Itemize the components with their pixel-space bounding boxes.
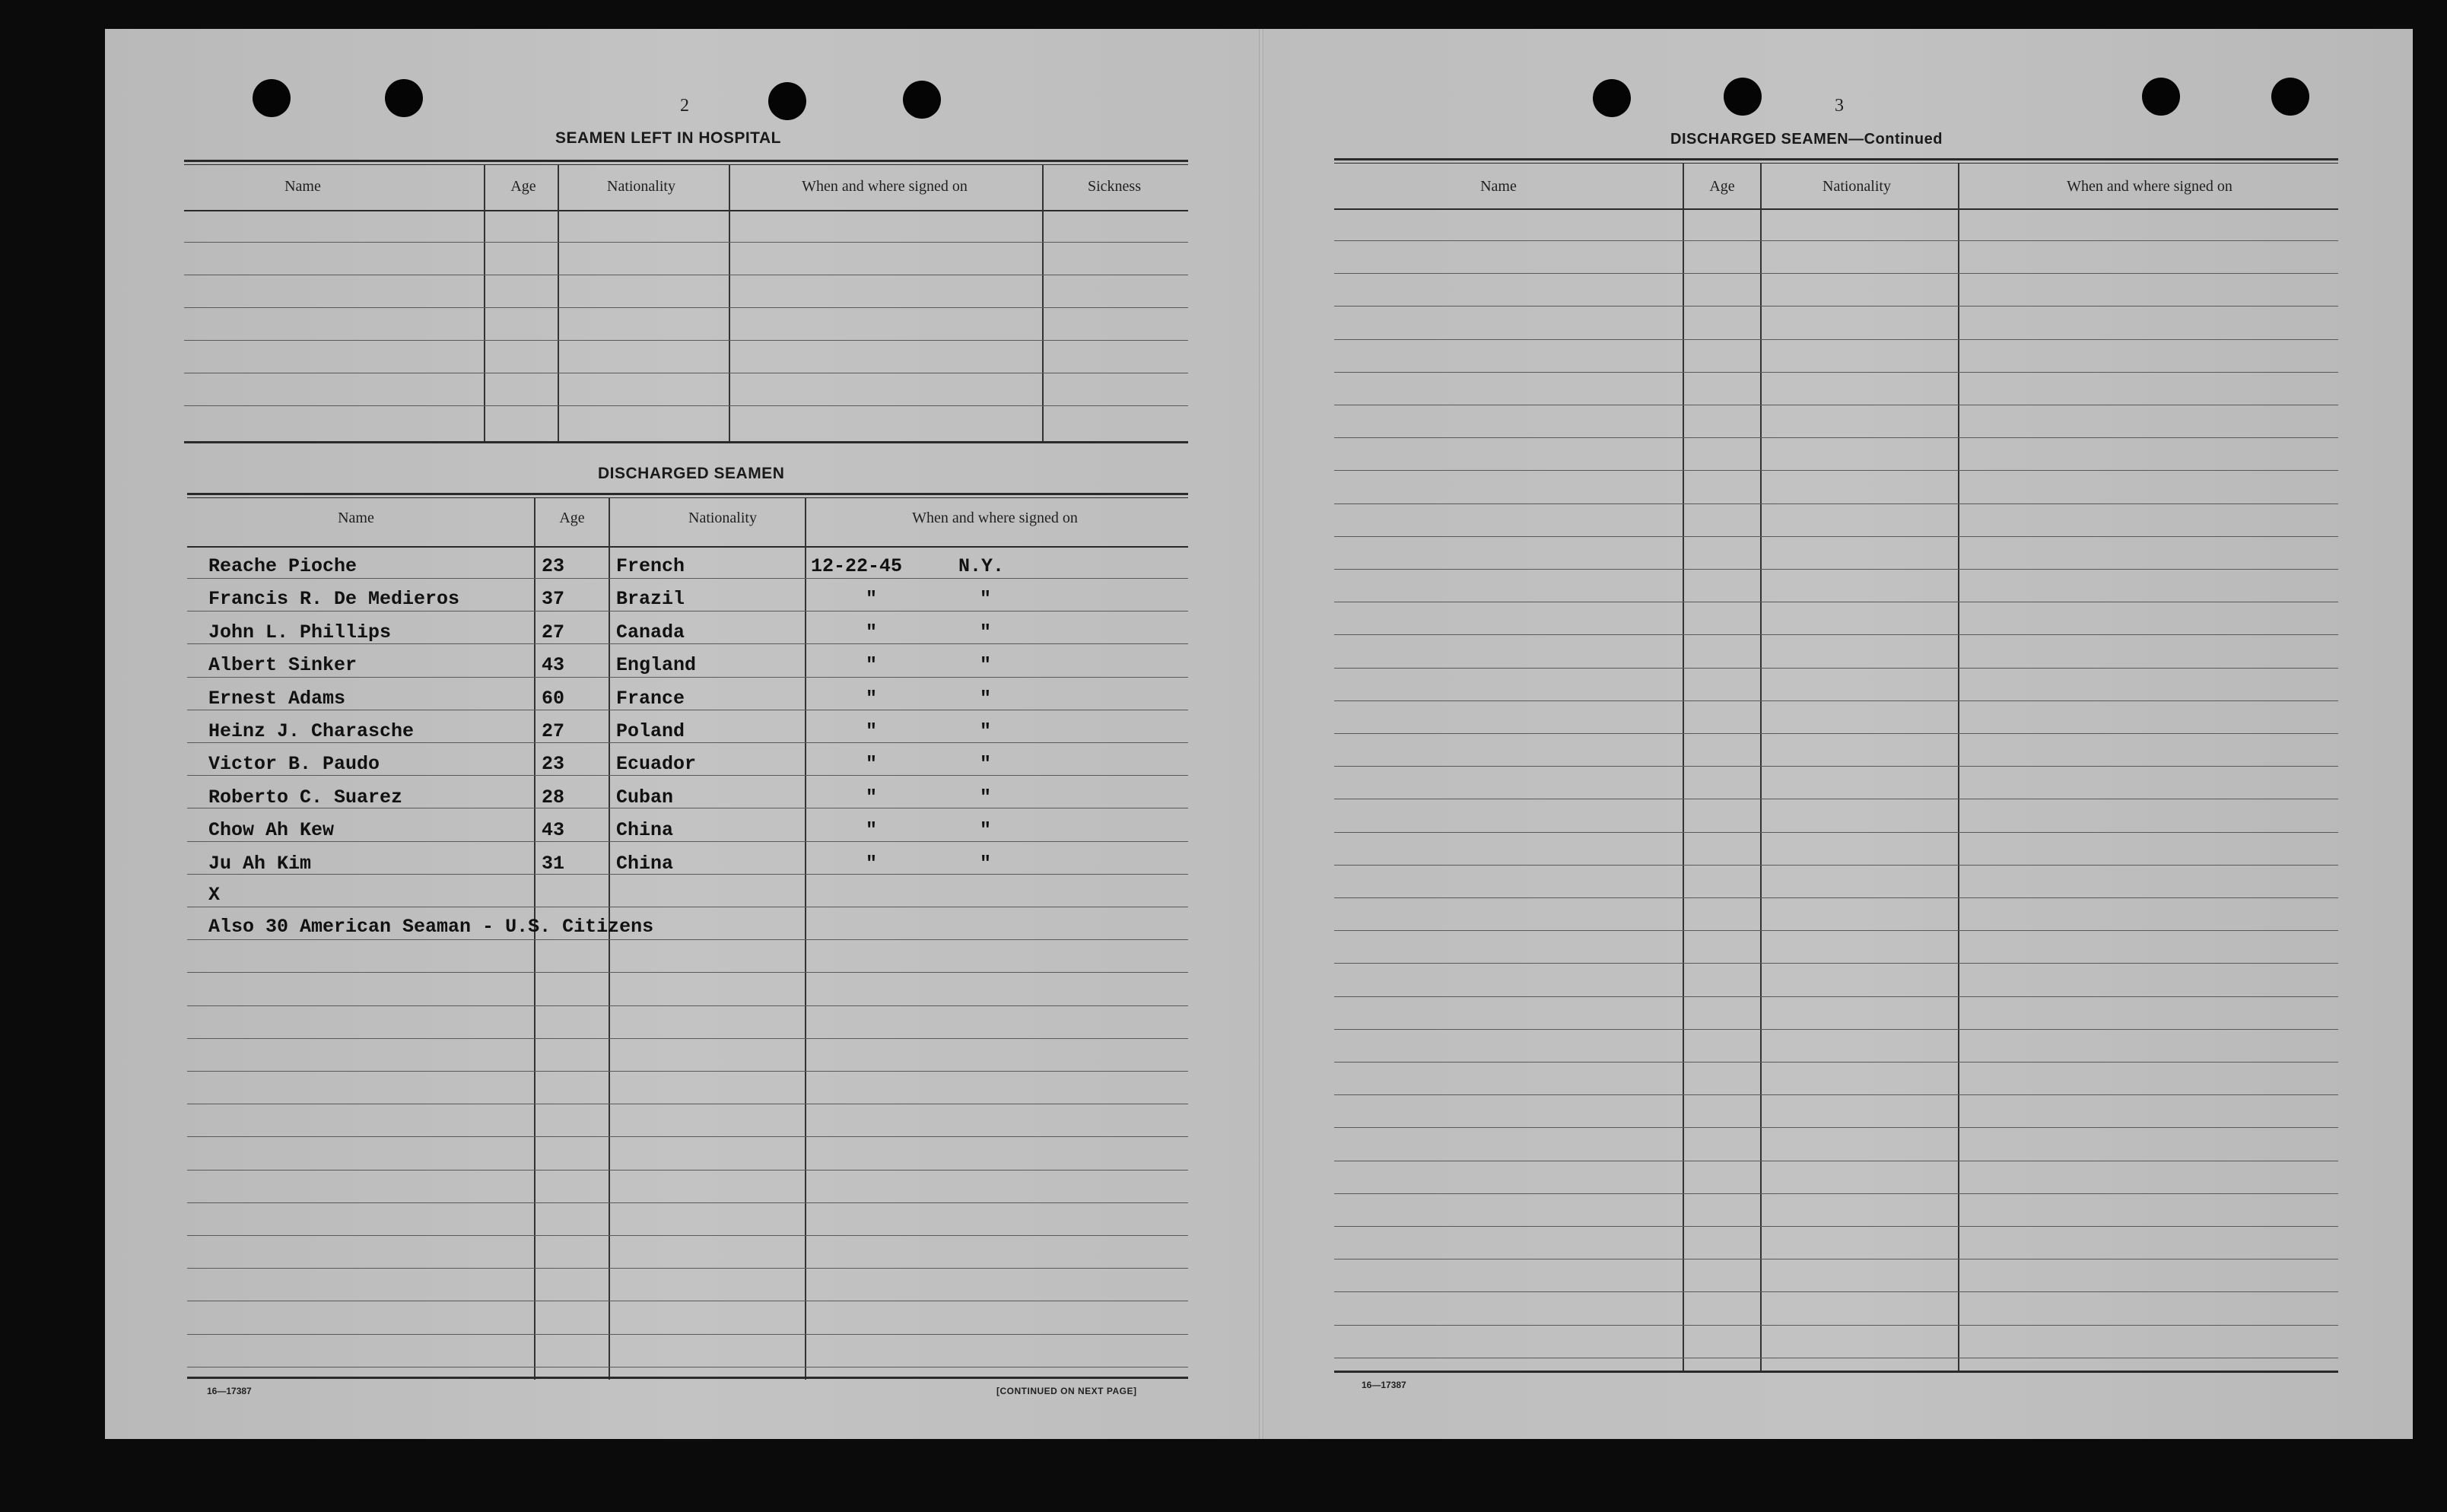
signed-on-place: " [980,786,992,808]
ruled-line [1334,897,2338,898]
ruled-line [1334,437,2338,438]
right-top-rule [1334,158,2338,160]
signed-on-place: " [980,687,992,710]
ruled-line [1334,372,2338,373]
col-header-name: Name [284,178,321,195]
seaman-nationality: China [616,852,674,875]
punch-hole [253,79,291,117]
seaman-name: Victor B. Paudo [208,753,380,776]
col-header-signed-on: When and where signed on [2067,178,2232,195]
seaman-name: Ju Ah Kim [208,852,312,875]
seaman-nationality: Ecuador [616,753,697,776]
signed-on-date: " [866,621,878,643]
form-number-right: 16—17387 [1362,1380,1406,1390]
ruled-line [1334,634,2338,635]
ruled-line [1334,273,2338,274]
ruled-line [1334,865,2338,866]
ruled-line [187,1005,1188,1006]
seaman-name: Chow Ah Kew [208,819,335,842]
signed-on-date: " [866,819,878,842]
seaman-age: 37 [542,588,565,611]
seaman-nationality: French [616,555,685,577]
signed-on-place: " [980,588,992,611]
col-header-nationality: Nationality [607,178,675,195]
ruled-line [187,578,1188,579]
seaman-age: 43 [542,654,565,677]
ruled-line [187,677,1188,678]
punch-hole [903,81,941,119]
ruled-line [1334,470,2338,471]
ruled-line [187,1202,1188,1203]
hospital-top-rule [184,160,1188,162]
ruled-line [1334,1094,2338,1095]
col-header-age: Age [1709,178,1735,195]
page-number-right: 3 [1835,96,1844,116]
ruled-line [1334,1127,2338,1128]
ruled-line [1334,1226,2338,1227]
ruled-line [187,1268,1188,1269]
seaman-age: 23 [542,753,565,776]
col-header-signed-on: When and where signed on [912,510,1078,526]
seaman-age: 43 [542,819,565,842]
ruled-line [1334,339,2338,340]
ruled-line [187,1170,1188,1171]
ruled-line [1334,700,2338,701]
ruled-line [187,1038,1188,1039]
seaman-age: 27 [542,720,565,742]
signed-on-date: 12-22-45 [811,555,903,577]
ruled-line [1334,668,2338,669]
signed-on-date: " [866,687,878,710]
col-header-name: Name [338,510,374,526]
seaman-age: 27 [542,621,565,643]
ruled-line [187,972,1188,973]
seaman-name: John L. Phillips [208,621,392,643]
signed-on-place: " [980,720,992,742]
ruled-line [1334,240,2338,241]
col-header-age: Age [510,178,536,195]
ruled-line [187,643,1188,644]
ruled-line [184,307,1188,308]
ruled-line [187,1334,1188,1335]
ruled-line [184,405,1188,406]
ruled-line [184,340,1188,341]
seaman-name: Heinz J. Charasche [208,720,415,742]
seaman-name: Reache Pioche [208,555,358,577]
seaman-age: 23 [542,555,565,577]
ruled-line [187,874,1188,875]
punch-hole [1593,79,1631,117]
ruled-line [187,742,1188,743]
ruled-line [187,939,1188,940]
hospital-bottom-rule [184,441,1188,443]
ruled-line [1334,930,2338,931]
signed-on-place: " [980,852,992,875]
signed-on-place: " [980,654,992,677]
discharged-continued-title: DISCHARGED SEAMEN—Continued [1670,131,1943,148]
ruled-line [1334,1029,2338,1030]
discharged-header-rule [187,546,1188,548]
col-header-signed-on: When and where signed on [802,178,968,195]
seaman-nationality: Poland [616,720,685,742]
continued-note: [CONTINUED ON NEXT PAGE] [996,1386,1137,1396]
page-fold [1259,29,1263,1439]
ruled-line [187,1071,1188,1072]
punch-hole [1724,78,1762,116]
ruled-line [187,1136,1188,1137]
col-header-name: Name [1480,178,1517,195]
ruled-line [1334,503,2338,504]
discharged-section-title: DISCHARGED SEAMEN [598,465,785,482]
signed-on-date: " [866,654,878,677]
ruled-line [187,841,1188,842]
signed-on-date: " [866,852,878,875]
signed-on-date: " [866,720,878,742]
punch-hole [768,82,806,120]
col-header-age: Age [559,510,585,526]
discharged-top-rule [187,493,1188,495]
hospital-section-title: SEAMEN LEFT IN HOSPITAL [555,129,781,147]
col-header-nationality: Nationality [1823,178,1891,195]
seaman-name: Roberto C. Suarez [208,786,403,808]
ruled-line [1334,1291,2338,1292]
signed-on-date: " [866,588,878,611]
ruled-line [1334,569,2338,570]
seaman-nationality: France [616,687,685,710]
seaman-age: 60 [542,687,565,710]
seaman-name: Ernest Adams [208,687,346,710]
seaman-name: Albert Sinker [208,654,358,677]
col-header-sickness: Sickness [1088,178,1141,195]
ruled-line [1334,733,2338,734]
seaman-name: Francis R. De Medieros [208,588,460,611]
seaman-age: 31 [542,852,565,875]
punch-hole [2271,78,2309,116]
ruled-line [184,242,1188,243]
signed-on-date: " [866,753,878,776]
punch-hole [2142,78,2180,116]
right-header-rule [1334,208,2338,210]
col-header-nationality: Nationality [688,510,757,526]
form-number-left: 16—17387 [207,1386,252,1396]
signed-on-place: " [980,819,992,842]
seaman-age: 28 [542,786,565,808]
ruled-line [1334,996,2338,997]
discharged-bottom-rule [187,1377,1188,1379]
ruled-line [1334,536,2338,537]
page-number-left: 2 [680,96,689,116]
seaman-nationality: Cuban [616,786,674,808]
ruled-line [1334,1193,2338,1194]
ruled-line [1334,832,2338,833]
ruled-line [1334,1325,2338,1326]
ruled-line [1334,1062,2338,1063]
signed-on-place: N.Y. [958,555,1005,577]
signed-on-place: " [980,621,992,643]
seaman-nationality: Canada [616,621,685,643]
ruled-line [187,1235,1188,1236]
signed-on-place: " [980,753,992,776]
right-bottom-rule [1334,1371,2338,1373]
discharged-note: Also 30 American Seaman - U.S. Citizens [208,916,654,938]
seaman-nationality: Brazil [616,588,685,611]
seaman-nationality: England [616,654,697,677]
seaman-nationality: China [616,819,674,842]
document-sheet [105,29,2413,1439]
signed-on-date: " [866,786,878,808]
ruled-line [1334,963,2338,964]
hospital-header-rule [184,210,1188,211]
punch-hole [385,79,423,117]
ruled-line [1334,306,2338,307]
discharged-mark: X [208,884,221,906]
ruled-line [1334,766,2338,767]
